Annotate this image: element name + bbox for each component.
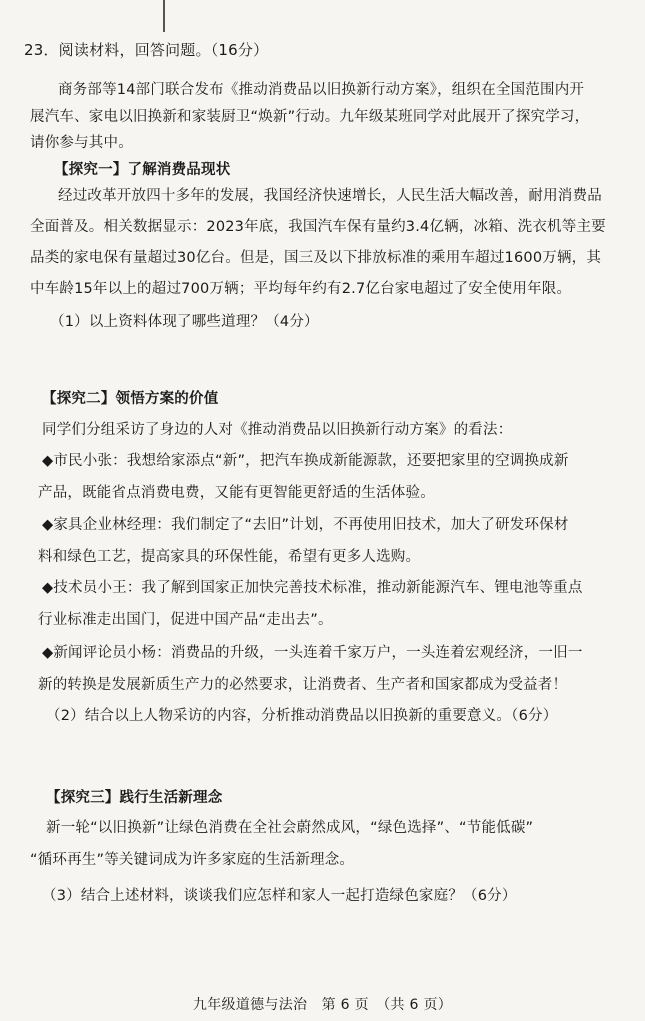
section3-question: （3）结合上述材料，谈谈我们应怎样和家人一起打造绿色家庭？（6分）	[42, 888, 517, 904]
interview-line: ◆家具企业林经理：我们制定了“去旧”计划，不再使用旧技术，加大了研发环保材	[42, 517, 569, 533]
question-header: 23．阅读材料，回答问题。（16分）	[24, 41, 269, 59]
section2-question: （2）结合以上人物采访的内容，分析推动消费品以旧换新的重要意义。（6分）	[46, 708, 558, 724]
section3-title: 【探究三】践行生活新理念	[46, 790, 223, 806]
section3-paragraph-line: 新一轮“以旧换新”让绿色消费在全社会蔚然成风，“绿色选择”、“节能低碳”	[46, 820, 534, 836]
section2-title: 【探究二】领悟方案的价值	[42, 391, 219, 407]
section1-paragraph-line: 品类的家电保有量超过30亿台。但是，国三及以下排放标准的乘用车超过1600万辆，其	[30, 250, 602, 266]
intro-line: 展汽车、家电以旧换新和家装厨卫“焕新”行动。九年级某班同学对此展开了探究学习，	[30, 109, 590, 125]
interview-line: 新的转换是发展新质生产力的必然要求，让消费者、生产者和国家都成为受益者！	[38, 677, 568, 693]
fold-line	[163, 0, 165, 32]
interview-line: 行业标准走出国门，促进中国产品“走出去”。	[38, 612, 333, 628]
section1-title: 【探究一】了解消费品现状	[54, 162, 231, 178]
section1-paragraph-line: 中车龄15年以上的超过700万辆；平均每年约有2.7亿台家电超过了安全使用年限。	[30, 281, 572, 297]
intro-line: 请你参与其中。	[30, 135, 133, 151]
interview-line: ◆市民小张：我想给家添点“新”，把汽车换成新能源款，还要把家里的空调换成新	[42, 453, 569, 469]
interview-line: ◆新闻评论员小杨：消费品的升级，一头连着千家万户，一头连着宏观经济，一旧一	[42, 645, 583, 661]
interview-line: ◆技术员小王：我了解到国家正加快完善技术标准，推动新能源汽车、锂电池等重点	[42, 580, 583, 596]
page-footer: 九年级道德与法治 第 6 页 （共 6 页）	[192, 997, 453, 1013]
section1-paragraph-line: 全面普及。相关数据显示：2023年底，我国汽车保有量约3.4亿辆，冰箱、洗衣机等主要	[30, 219, 606, 235]
section3-paragraph-line: “循环再生”等关键词成为许多家庭的生活新理念。	[30, 852, 355, 868]
interview-line: 产品，既能省点消费电费，又能有更智能更舒适的生活体验。	[38, 485, 435, 501]
interview-line: 料和绿色工艺，提高家具的环保性能，希望有更多人选购。	[38, 549, 421, 565]
intro-line: 商务部等14部门联合发布《推动消费品以旧换新行动方案》，组织在全国范围内开	[58, 82, 585, 98]
section1-question: （1）以上资料体现了哪些道理？（4分）	[50, 314, 319, 330]
section2-intro: 同学们分组采访了身边的人对《推动消费品以旧换新行动方案》的看法：	[42, 422, 513, 438]
section1-paragraph-line: 经过改革开放四十多年的发展，我国经济快速增长，人民生活大幅改善，耐用消费品	[58, 188, 602, 204]
